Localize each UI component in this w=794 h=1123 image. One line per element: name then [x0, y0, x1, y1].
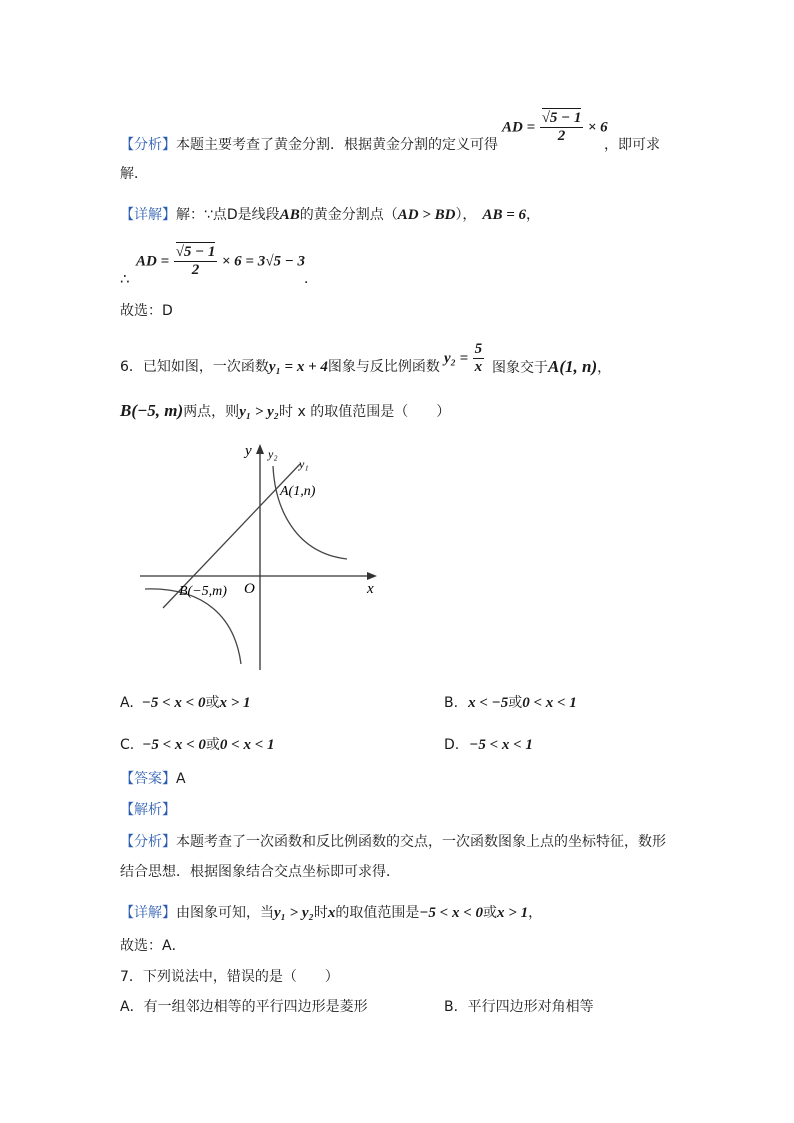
inverse-lhs: y₂ = [444, 350, 469, 367]
option-letter: D. [444, 737, 460, 753]
option-d [444, 736, 533, 754]
option-expr-2: x > 1 [219, 695, 251, 711]
inverse-numerator: 5 [474, 341, 483, 357]
condition-ad-bd: AD > BD [397, 207, 456, 223]
y-axis-arrow-icon [256, 444, 264, 454]
formula-numerator: √5 − 1 [175, 244, 216, 260]
q7-stem [120, 968, 339, 986]
option-expr-2: 0 < x < 1 [219, 737, 275, 753]
function-graph [135, 438, 385, 673]
origin-label: O [244, 581, 255, 597]
inverse-fraction [473, 341, 485, 376]
point-a-label: A(1,n) [280, 484, 316, 499]
explain-tag [120, 801, 176, 819]
analysis-text-1: 本题考查了一次函数和反比例函数的交点，一次函数图象上点的坐标特征，数形 [176, 834, 666, 850]
detail-condition: y₁ > y₂ [274, 905, 314, 921]
q6-text-4: ， [597, 360, 612, 376]
q6-line1 [120, 358, 440, 376]
detail-tag: 【详解】 [120, 207, 176, 223]
option-or: 或 [205, 695, 220, 711]
option-a [120, 694, 251, 712]
option-expr-1: x < −5 [468, 695, 509, 711]
q7-option-b: B．平行四边形对角相等 [444, 999, 594, 1015]
formula-fraction [540, 110, 584, 145]
option-letter: C. [120, 737, 135, 753]
x-axis-arrow-icon [367, 572, 377, 580]
q6-text-1: 已知如图，一次函数 [142, 359, 269, 375]
detail-text-2: 的黄金分割点（ [299, 207, 398, 223]
answer-line [120, 770, 186, 788]
analysis6-line1 [120, 833, 666, 851]
formula-tail: × 6 = 3√5 − 3 [221, 253, 306, 270]
q7-option-a: A．有一组邻边相等的平行四边形是菱形 [120, 999, 368, 1015]
q6-text-5: 两点，则 [183, 404, 240, 420]
detail-text-3: 的取值范围是 [335, 905, 420, 921]
analysis-tag: 【分析】 [120, 834, 176, 850]
detail6-line [120, 904, 542, 922]
analysis5-tail: ，即可求 [604, 137, 660, 153]
option-expr-1: −5 < x < 0 [142, 737, 206, 753]
formula-lhs: AD = [136, 253, 170, 270]
option-letter: A. [120, 695, 134, 711]
formula-denominator: 2 [557, 128, 566, 144]
explain-tag-text: 【解析】 [120, 802, 176, 818]
q6-text-3: 图象交于 [492, 360, 548, 376]
detail-or: 或 [483, 905, 498, 921]
option-or: 或 [508, 695, 523, 711]
q6-text-2: 图象与反比例函数 [327, 359, 440, 375]
point-b-label: B(−5,m) [179, 584, 227, 599]
option-b [444, 694, 577, 712]
option-letter: B. [444, 695, 459, 711]
question-number: 6． [120, 359, 143, 375]
golden-ratio-formula [502, 110, 608, 145]
y1-label: y₁ [299, 457, 309, 471]
analysis5-line2: 解． [120, 166, 148, 182]
detail-text-2: 时 [313, 905, 328, 921]
analysis-text: 本题主要考查了黄金分割．根据黄金分割的定义可得 [176, 137, 498, 153]
q6-line1-tail [492, 358, 611, 377]
formula-fraction [174, 244, 218, 279]
formula-numerator: √5 − 1 [541, 110, 582, 126]
question-number: 7． [120, 969, 143, 985]
answer-value: A [176, 771, 186, 787]
q6-text-6: 时 x 的取值范围是（ ） [279, 404, 451, 420]
inverse-function [444, 341, 484, 376]
point-b: B(−5, m) [120, 401, 184, 420]
detail-range-2: x > 1 [497, 905, 529, 921]
condition-y1-y2: y₁ > y₂ [239, 404, 280, 420]
formula-tail: × 6 [587, 119, 608, 136]
option-or: 或 [205, 737, 220, 753]
linear-function: y₁ = x + 4 [268, 359, 328, 375]
analysis6-line2: 结合思想．根据图象结合交点坐标即可求得． [120, 864, 400, 880]
detail-x: x [327, 905, 336, 921]
period: ． [304, 271, 318, 287]
option-expr-1: −5 < x < 1 [469, 737, 533, 753]
q7-text: 下列说法中，错误的是（ ） [142, 969, 339, 985]
analysis-tag: 【分析】 [120, 137, 176, 153]
ab-equals-6: AB = 6 [482, 207, 526, 223]
detail-range-1: −5 < x < 0 [419, 905, 484, 921]
formula-denominator: 2 [191, 262, 200, 278]
y2-label: y₂ [268, 447, 278, 461]
q6-line2 [120, 402, 450, 421]
analysis5-line [120, 136, 498, 154]
inverse-denominator: x [474, 359, 483, 375]
option-expr-2: 0 < x < 1 [522, 695, 577, 711]
detail-text: 解：∵点D是线段 [176, 207, 280, 223]
detail5-formula [136, 244, 305, 279]
detail-text-3: ）， [455, 207, 477, 223]
x-axis-label: x [367, 581, 374, 597]
detail-tag: 【详解】 [120, 905, 176, 921]
detail-text-4: ， [526, 207, 540, 223]
option-expr-1: −5 < x < 0 [141, 695, 206, 711]
choice-6: 故选：A． [120, 938, 186, 954]
option-c [120, 736, 275, 754]
choice-5: 故选：D [120, 303, 173, 319]
y-axis-label: y [245, 443, 252, 459]
formula-lhs: AD = [502, 119, 536, 136]
detail-text-4: ， [528, 905, 543, 921]
detail-text-1: 由图象可知，当 [176, 905, 274, 921]
curve-y2-branch2 [145, 589, 241, 664]
therefore-symbol: ∴ [120, 270, 130, 288]
segment-ab: AB [279, 207, 300, 223]
answer-tag: 【答案】 [120, 771, 176, 787]
point-a: A(1, n) [548, 357, 598, 376]
detail5-line [120, 206, 540, 224]
